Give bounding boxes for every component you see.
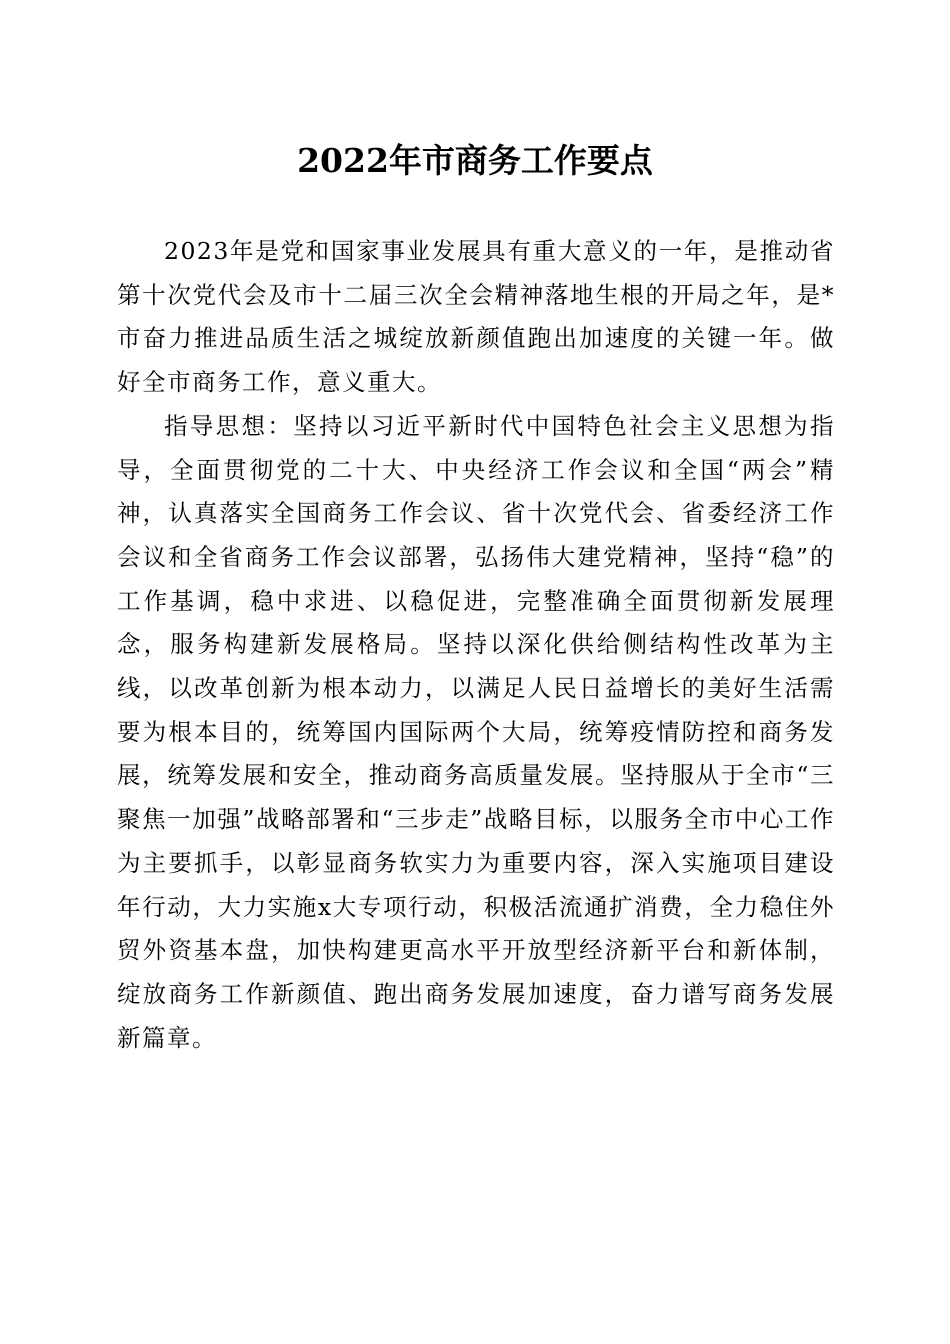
document-body: [117, 230, 835, 1060]
document-title: 2022年市商务工作要点: [297, 141, 653, 180]
paragraph-guiding-thought: 指导思想：坚持以习近平新时代中国特色社会主义思想为指导，全面贯彻党的二十大、中央经济工作会议和全国“两会”精神，认真落实全国商务工作会议、省十次党代会、省委经济工作会议和全省商务工作会议部署，弘扬伟大建党精神，坚持“稳”的工作基调，稳中求进、以稳促进，完整准确全面贯彻新发展理念，服务构建新发展格局。坚持以深化供给侧结构性改革为主线，以改革创新为根本动力，以满足人民日益增长的美好生活需要为根本目的，统筹国内国际两个大局，统筹疫情防控和商务发展，统筹发展和安全，推动商务高质量发展。坚持服从于全市“三聚焦一加强”战略部署和“三步走”战略目标，以服务全市中心工作为主要抓手，以彰显商务软实力为重要内容，深入实施项目建设年行动，大力实施x大专项行动，积极活流通扩消费，全力稳住外贸外资基本盘，加快构建更高水平开放型经济新平台和新体制，绽放商务工作新颜值、跑出商务发展加速度，奋力谱写商务发展新篇章。: [117, 411, 835, 1052]
paragraph-intro: 2023年是党和国家事业发展具有重大意义的一年，是推动省第十次党代会及市十二届三次全会精神落地生根的开局之年，是*市奋力推进品质生活之城绽放新颜值跑出加速度的关键一年。做好全市商务工作，意义重大。: [117, 237, 835, 397]
